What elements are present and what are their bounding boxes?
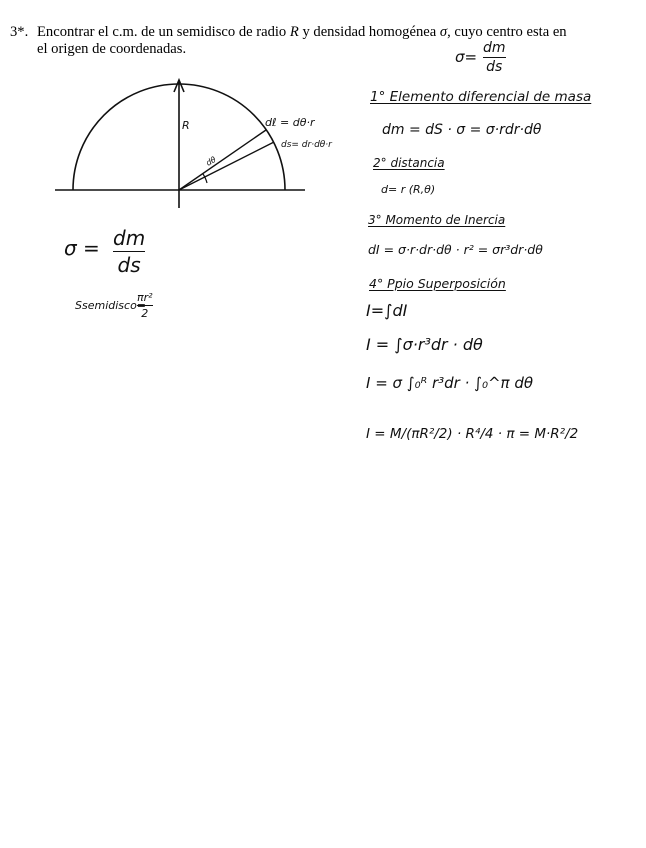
- step4-line3: I = σ ∫₀ᴿ r³dr · ∫₀^π dθ: [366, 374, 534, 392]
- density-symbol: σ: [439, 24, 448, 40]
- step4-line2: I = ∫σ·r³dr · dθ: [366, 335, 483, 354]
- step1-line1: dm = dS · σ = σ·rdr·dθ: [382, 122, 542, 138]
- radial-line-2: [179, 142, 274, 190]
- problem-line1-suffix: , cuyo centro esta en: [447, 24, 567, 40]
- top-sigma-lhs: σ=: [455, 48, 478, 66]
- label-dl: dℓ = dθ·r: [265, 116, 315, 129]
- left-sigma-fraction: [113, 226, 145, 277]
- area-fraction: [137, 291, 153, 320]
- problem-number: 3*.: [10, 24, 29, 40]
- step4-heading: 4° Ppio Superposición: [369, 276, 506, 291]
- step4-line4: I = M/(πR²/2) · R⁴/4 · π = M·R²/2: [366, 426, 579, 442]
- left-sigma-bar: [113, 251, 145, 252]
- step2-heading: 2° distancia: [373, 156, 445, 170]
- area-bar: [137, 305, 153, 306]
- area-lhs: Ssemidisco=: [75, 299, 147, 312]
- problem-line2: el origen de coordenadas.: [37, 41, 187, 57]
- radius-symbol: R: [289, 24, 299, 40]
- label-R: R: [182, 119, 190, 132]
- problem-line1-prefix: Encontrar el c.m. de un semidisco de radio: [37, 24, 290, 40]
- step1-heading: 1° Elemento diferencial de masa: [370, 89, 592, 105]
- label-ds: ds= dr·dθ·r: [281, 140, 332, 150]
- step2-line1: d= r (R,θ): [381, 183, 436, 196]
- left-sigma-den: ds: [117, 253, 141, 277]
- area-num: πr²: [137, 291, 153, 304]
- top-sigma-num: dm: [483, 40, 506, 56]
- label-dtheta: dθ: [204, 154, 218, 168]
- step4-line1: I=∫dI: [366, 301, 408, 320]
- left-sigma-lhs: σ =: [64, 236, 100, 260]
- problem-line1-mid: y densidad homogénea: [298, 24, 440, 40]
- angle-arc: [203, 174, 207, 183]
- area-den: 2: [141, 307, 149, 320]
- step3-heading: 3° Momento de Inercia: [368, 213, 506, 227]
- step3-line1: dI = σ·r·dr·dθ · r² = σr³dr·dθ: [368, 242, 543, 257]
- top-sigma-den: ds: [486, 59, 503, 75]
- left-sigma-num: dm: [113, 226, 146, 250]
- radial-line-1: [179, 130, 266, 190]
